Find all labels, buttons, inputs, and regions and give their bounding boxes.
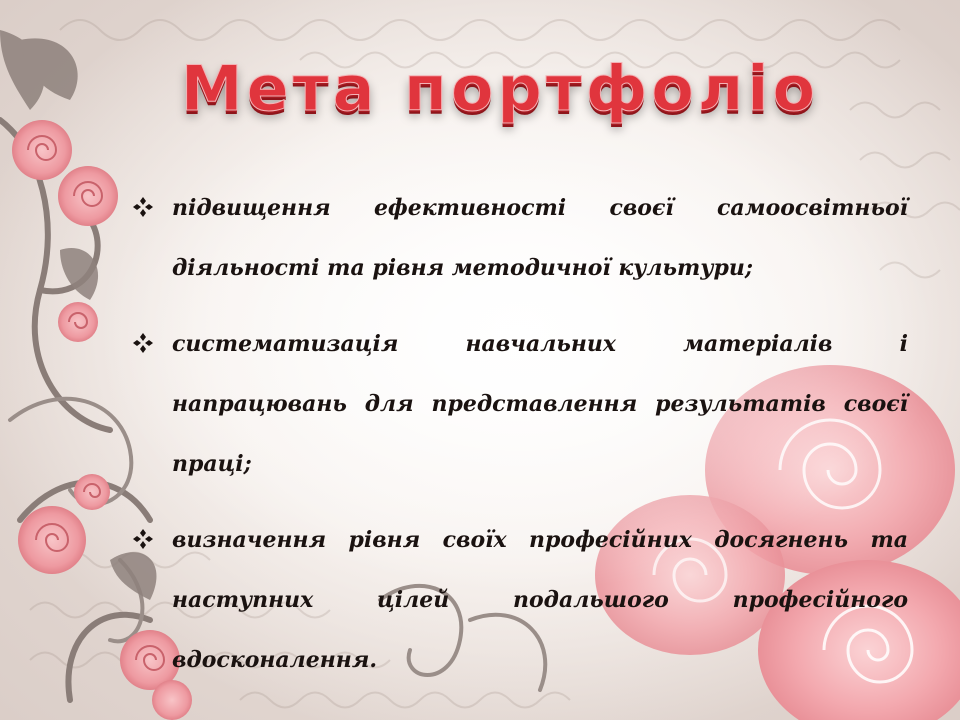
- bullet-item-1: [132, 178, 908, 298]
- bullet-text-1: підвищення ефективності своєї самоосвітньої діяльності та рівня методичної культури;: [172, 195, 908, 281]
- bullet-text-2: систематизація навчальних матеріалів і напрацювань для представлення результатів своєї праці;: [172, 331, 908, 477]
- diamond-bullet-icon: [132, 332, 154, 354]
- bullet-text-3: визначення рівня своїх професійних досягнень та наступних цілей подальшого професійного вдосконалення.: [172, 527, 908, 673]
- diamond-bullet-icon: [132, 196, 154, 218]
- bullet-list: [132, 178, 908, 706]
- slide-title: Мета портфоліо: [180, 52, 820, 125]
- diamond-bullet-icon: [132, 528, 154, 550]
- bullet-item-3: [132, 510, 908, 690]
- bullet-item-2: [132, 314, 908, 494]
